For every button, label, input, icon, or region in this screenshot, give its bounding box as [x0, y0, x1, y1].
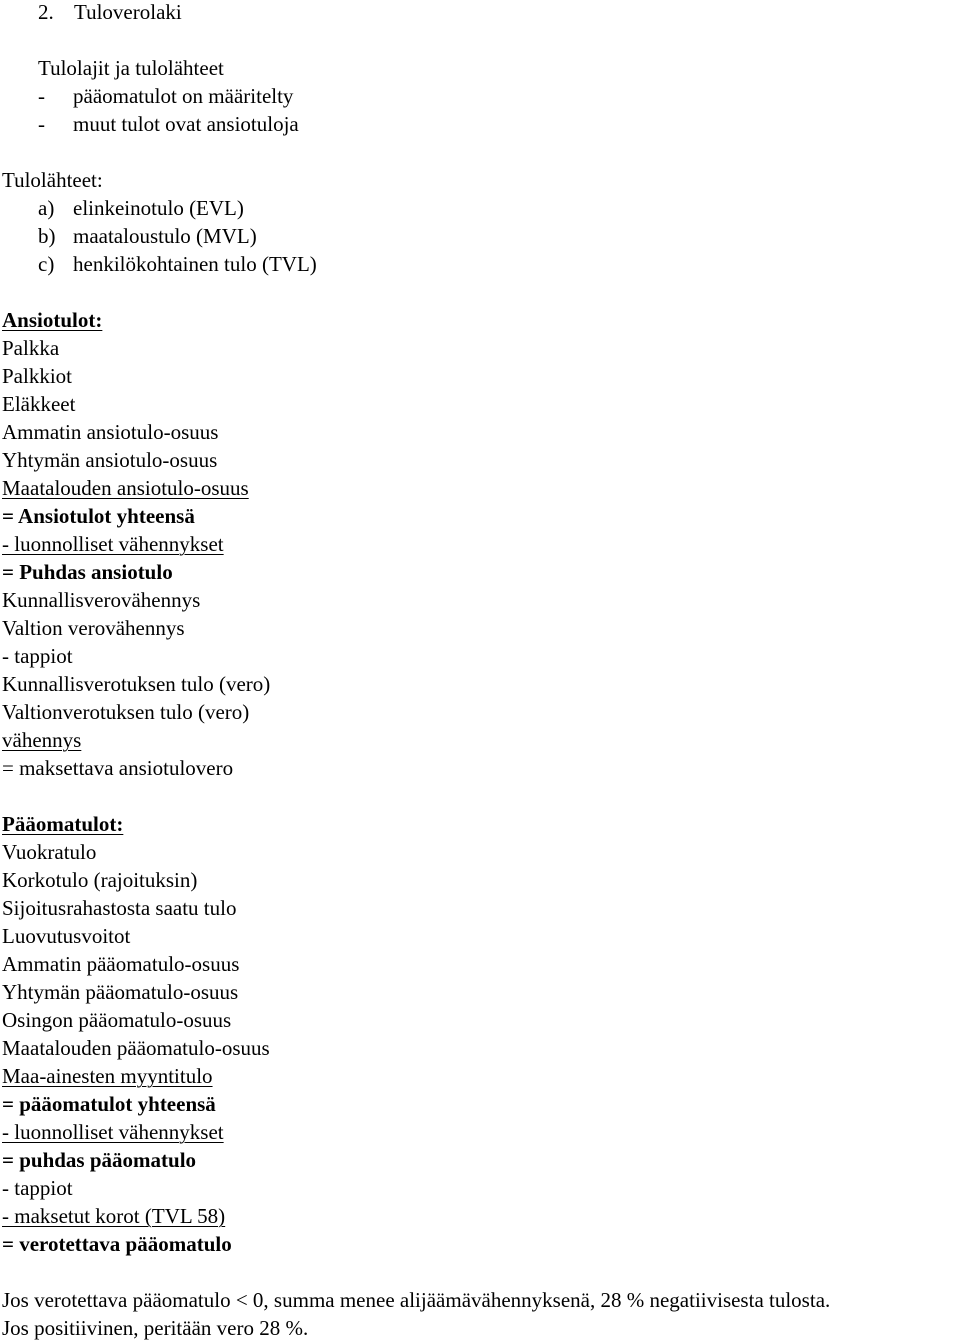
earned-line: Valtionverotuksen tulo (vero)	[2, 700, 250, 724]
list-dash: -	[38, 112, 45, 136]
capital-line: Luovutusvoitot	[2, 924, 131, 948]
earned-line: Kunnallisverotuksen tulo (vero)	[2, 672, 271, 696]
earned-line: Yhtymän ansiotulo-osuus	[2, 448, 218, 472]
earned-line: Palkkiot	[2, 364, 73, 388]
capital-line: Sijoitusrahastosta saatu tulo	[2, 896, 237, 920]
capital-line: - tappiot	[2, 1176, 73, 1200]
earned-line: Palkka	[2, 336, 60, 360]
section-heading	[38, 0, 182, 24]
intro-title: Tulolajit ja tulolähteet	[38, 56, 224, 80]
capital-line: Maatalouden pääomatulo-osuus	[2, 1036, 270, 1060]
source-item: b) maataloustulo (MVL)	[38, 224, 257, 248]
capital-line: - maksetut korot (TVL 58)	[2, 1204, 226, 1228]
earned-net: = Puhdas ansiotulo	[2, 560, 173, 584]
section-title: Tuloverolaki	[74, 0, 182, 24]
earned-total: = Ansiotulot yhteensä	[2, 504, 195, 528]
earned-line: vähennys	[2, 728, 82, 752]
earned-result: = maksettava ansiotulovero	[2, 756, 234, 780]
list-dash: -	[38, 84, 45, 108]
capital-net: = puhdas pääomatulo	[2, 1148, 197, 1172]
capital-line: Yhtymän pääomatulo-osuus	[2, 980, 239, 1004]
intro-item: - muut tulot ovat ansiotuloja	[38, 112, 299, 136]
sources-title: Tulolähteet:	[2, 168, 103, 192]
capital-line: Maa-ainesten myyntitulo	[2, 1064, 213, 1088]
footer-note: Jos positiivinen, peritään vero 28 %.	[2, 1316, 309, 1340]
capital-total: = pääomatulot yhteensä	[2, 1092, 216, 1116]
earned-line: Ammatin ansiotulo-osuus	[2, 420, 219, 444]
capital-line: Ammatin pääomatulo-osuus	[2, 952, 240, 976]
earned-line: Kunnallisverovähennys	[2, 588, 201, 612]
source-item: c) henkilökohtainen tulo (TVL)	[38, 252, 317, 276]
capital-line: Vuokratulo	[2, 840, 97, 864]
footer-note: Jos verotettava pääomatulo < 0, summa menee alijäämävähennyksenä, 28 % negatiivisesta tulosta.	[2, 1288, 831, 1312]
capital-income-title: Pääomatulot:	[2, 812, 124, 836]
intro-item: - pääomatulot on määritelty	[38, 84, 294, 108]
capital-line: Korkotulo (rajoituksin)	[2, 868, 198, 892]
earned-line: Eläkkeet	[2, 392, 76, 416]
earned-income-title: Ansiotulot:	[2, 308, 103, 332]
capital-line: Osingon pääomatulo-osuus	[2, 1008, 232, 1032]
earned-line: Valtion verovähennys	[2, 616, 185, 640]
earned-line: - tappiot	[2, 644, 73, 668]
capital-taxable: = verotettava pääomatulo	[2, 1232, 232, 1256]
section-number: 2.	[38, 0, 54, 24]
earned-line: - luonnolliset vähennykset	[2, 532, 224, 556]
capital-line: - luonnolliset vähennykset	[2, 1120, 224, 1144]
earned-line: Maatalouden ansiotulo-osuus	[2, 476, 249, 500]
source-item: a) elinkeinotulo (EVL)	[38, 196, 244, 220]
